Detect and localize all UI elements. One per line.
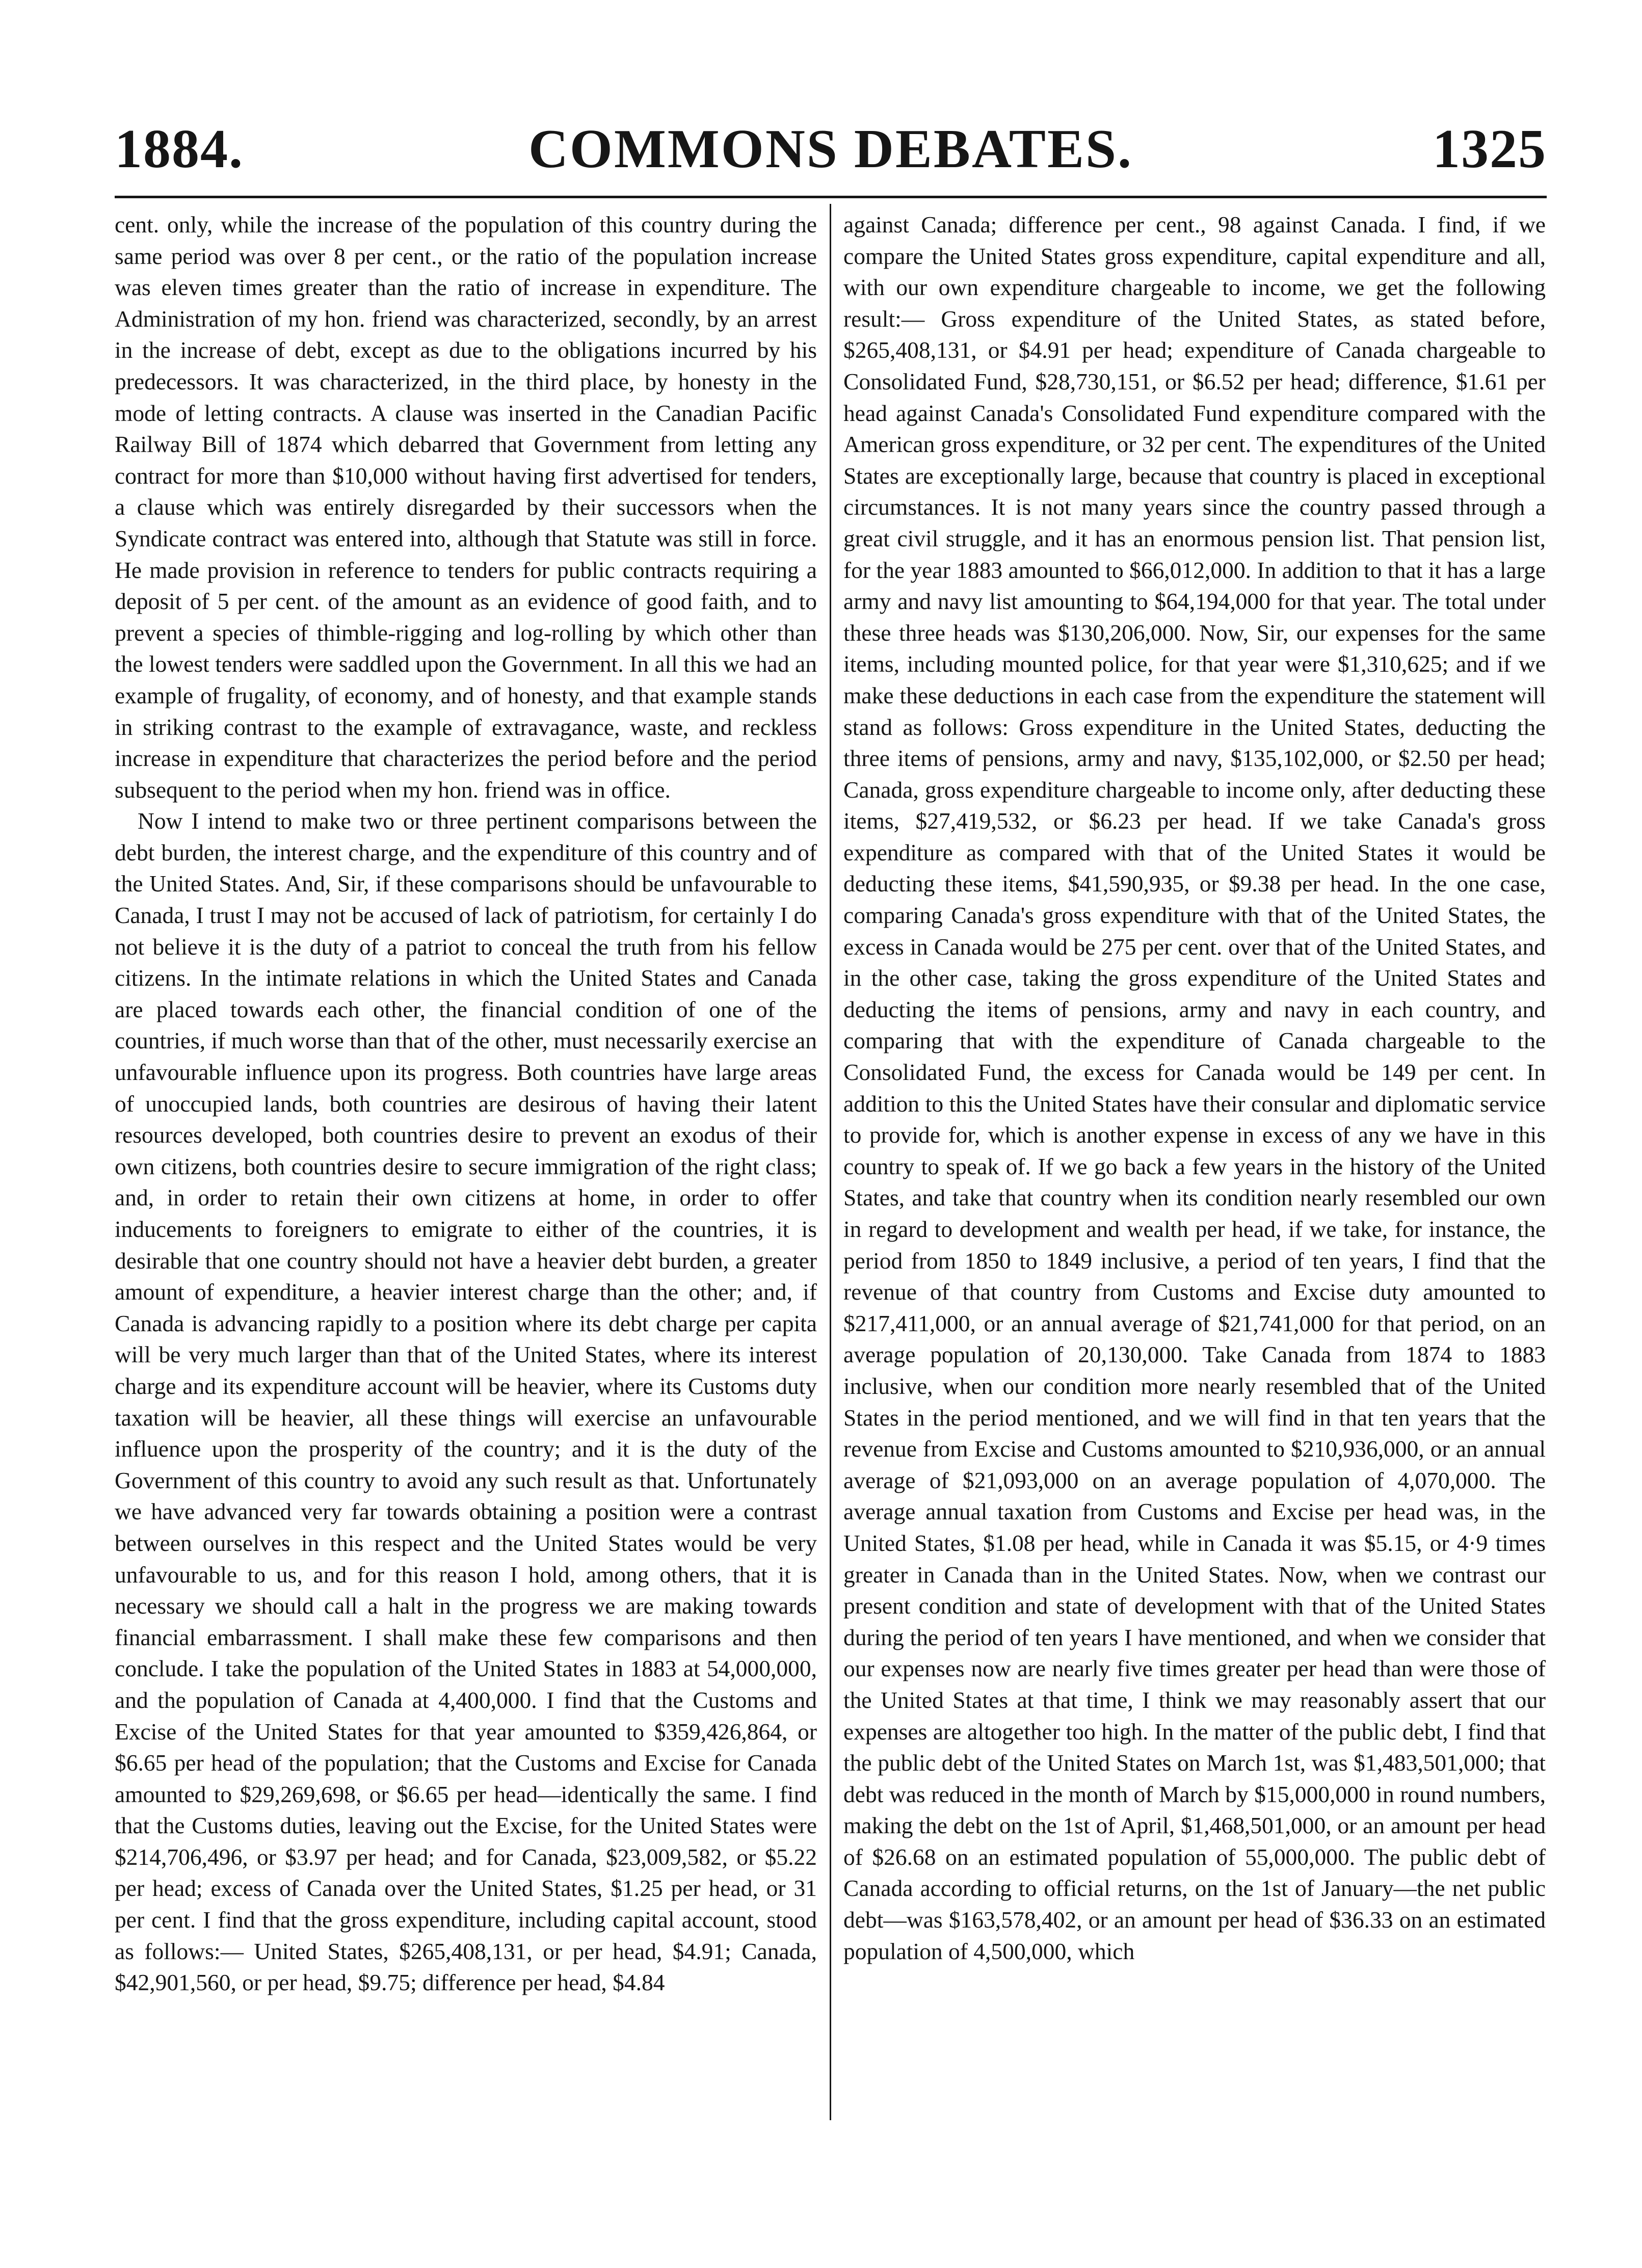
left-column <box>115 209 817 2115</box>
column-divider <box>830 204 831 2120</box>
right-column <box>843 209 1546 2115</box>
header-rule <box>115 196 1547 198</box>
page-number: 1325 <box>1433 119 1547 179</box>
right-paragraph-1: against Canada; difference per cent., 98 against Canada. I find, if we compare the United States gross expenditure, capital expenditure and all, with our own expenditure chargeable to income, we get the following result:— Gross expenditure of the United States, as stated before, $265,408,131, or $4.91 per head; expenditure of Canada chargeable to Consolidated Fund, $28,730,151, or $6.52 per head; difference, $1.61 per head against Canada's Consolidated Fund expenditure compared with the American gross expenditure, or 32 per cent. The expenditures of the United States are exceptionally large, because that country is placed in exceptional circumstances. It is not many years since the country passed through a great civil struggle, and it has an enormous pension list. That pension list, for the year 1883 amounted to $66,012,000. In addition to that it has a large army and navy list amounting to $64,194,000 for that year. The total under these three heads was $130,206,000. Now, Sir, our expenses for the same items, including mounted police, for that year were $1,310,625; and if we make these deductions in each case from the expenditure the statement will stand as follows: Gross expenditure in the United States, deducting the three items of pensions, army and navy, $135,102,000, or $2.50 per head; Canada, gross expenditure chargeable to income only, after deducting these items, $27,419,532, or $6.23 per head. If we take Canada's gross expenditure as compared with that of the United States it would be deducting these items, $41,590,935, or $9.38 per head. In the one case, comparing Canada's gross expenditure with that of the United States, the excess in Canada would be 275 per cent. over that of the United States, and in the other case, taking the gross expenditure of the United States and deducting the items of pensions, army and navy in each country, and comparing that with the expenditure of Canada chargeable to the Consolidated Fund, the excess for Canada would be 149 per cent. In addition to this the United States have their consular and diplomatic service to provide for, which is another expense in excess of any we have in this country to speak of. If we go back a few years in the history of the United States, and take that country when its condition nearly resembled our own in regard to development and wealth per head, if we take, for instance, the period from 1850 to 1849 inclusive, a period of ten years, I find that the revenue of that country from Customs and Excise duty amounted to $217,411,000, or an annual average of $21,741,000 for that period, on an average population of 20,130,000. Take Canada from 1874 to 1883 inclusive, when our condition more nearly resembled that of the United States in the period mentioned, and we will find in that ten years that the revenue from Excise and Customs amounted to $210,936,000, or an annual average of $21,093,000 on an average population of 4,070,000. The average annual taxation from Customs and Excise per head was, in the United States, $1.08 per head, while in Canada it was $5.15, or 4·9 times greater in Canada than in the United States. Now, when we contrast our present condition and state of development with that of the United States during the period of ten years I have mentioned, and when we consider that our expenses now are nearly five times greater per head than were those of the United States at that time, I think we may reasonably assert that our expenses are altogether too high. In the matter of the public debt, I find that the public debt of the United States on March 1st, was $1,483,501,000; that debt was reduced in the month of March by $15,000,000 in round numbers, making the debt on the 1st of April, $1,468,501,000, or an amount per head of $26.68 on an estimated population of 55,000,000. The public debt of Canada according to official returns, on the 1st of January—the net public debt—was $163,578,402, or an amount per head of $36.33 on an estimated population of 4,500,000, which <box>843 212 1546 1964</box>
publication-title: COMMONS DEBATES. <box>528 119 1133 179</box>
left-paragraph-1: cent. only, while the increase of the population of this country during the same period was over 8 per cent., or the ratio of the population increase was eleven times greater than the ratio of increase in expenditure. The Administration of my hon. friend was characterized, secondly, by an arrest in the increase of debt, except as due to the obligations incurred by his predecessors. It was characterized, in the third place, by honesty in the mode of letting contracts. A clause was inserted in the Canadian Pacific Railway Bill of 1874 which debarred that Government from letting any contract for more than $10,000 without having first advertised for tenders, a clause which was entirely disregarded by their successors when the Syndicate contract was entered into, although that Statute was still in force. He made provision in reference to tenders for public contracts requiring a deposit of 5 per cent. of the amount as an evidence of good faith, and to prevent a species of thimble-rigging and log-rolling by which other than the lowest tenders were saddled upon the Government. In all this we had an example of frugality, of economy, and of honesty, and that example stands in striking contrast to the example of extravagance, waste, and reckless increase in expenditure that characterizes the period before and the period subsequent to the period when my hon. friend was in office. <box>115 212 817 803</box>
year-label: 1884. <box>115 119 244 179</box>
page-header <box>115 116 1547 182</box>
left-paragraph-2: Now I intend to make two or three pertinent comparisons between the debt burden, the interest charge, and the expenditure of this country and of the United States. And, Sir, if these comparisons should be unfavourable to Canada, I trust I may not be accused of lack of patriotism, for certainly I do not believe it is the duty of a patriot to conceal the truth from his fellow citizens. In the intimate relations in which the United States and Canada are placed towards each other, the financial condition of one of the countries, if much worse than that of the other, must necessarily exercise an unfavourable influence upon its progress. Both countries have large areas of unoccupied lands, both countries are desirous of having their latent resources developed, both countries desire to prevent an exodus of their own citizens, both countries desire to secure immigration of the right class; and, in order to retain their own citizens at home, in order to offer inducements to foreigners to emigrate to either of the countries, it is desirable that one country should not have a heavier debt burden, a greater amount of expenditure, a heavier interest charge than the other; and, if Canada is advancing rapidly to a position where its debt charge per capita will be very much larger than that of the United States, where its interest charge and its expenditure account will be heavier, where its Customs duty taxation will be heavier, all these things will exercise an unfavourable influence upon the prosperity of the country; and it is the duty of the Government of this country to avoid any such result as that. Unfortunately we have advanced very far towards obtaining a position were a contrast between ourselves in this respect and the United States would be very unfavourable to us, and for this reason I hold, among others, that it is necessary we should call a halt in the progress we are making towards financial embarrassment. I shall make these few comparisons and then conclude. I take the population of the United States in 1883 at 54,000,000, and the population of Canada at 4,400,000. I find that the Customs and Excise of the United States for that year amounted to $359,426,864, or $6.65 per head of the population; that the Customs and Excise for Canada amounted to $29,269,698, or $6.65 per head—identically the same. I find that the Customs duties, leaving out the Excise, for the United States were $214,706,496, or $3.97 per head; and for Canada, $23,009,582, or $5.22 per head; excess of Canada over the United States, $1.25 per head, or 31 per cent. I find that the gross expenditure, including capital account, stood as follows:— United States, $265,408,131, or per head, $4.91; Canada, $42,901,560, or per head, $9.75; difference per head, $4.84 <box>115 808 817 1996</box>
